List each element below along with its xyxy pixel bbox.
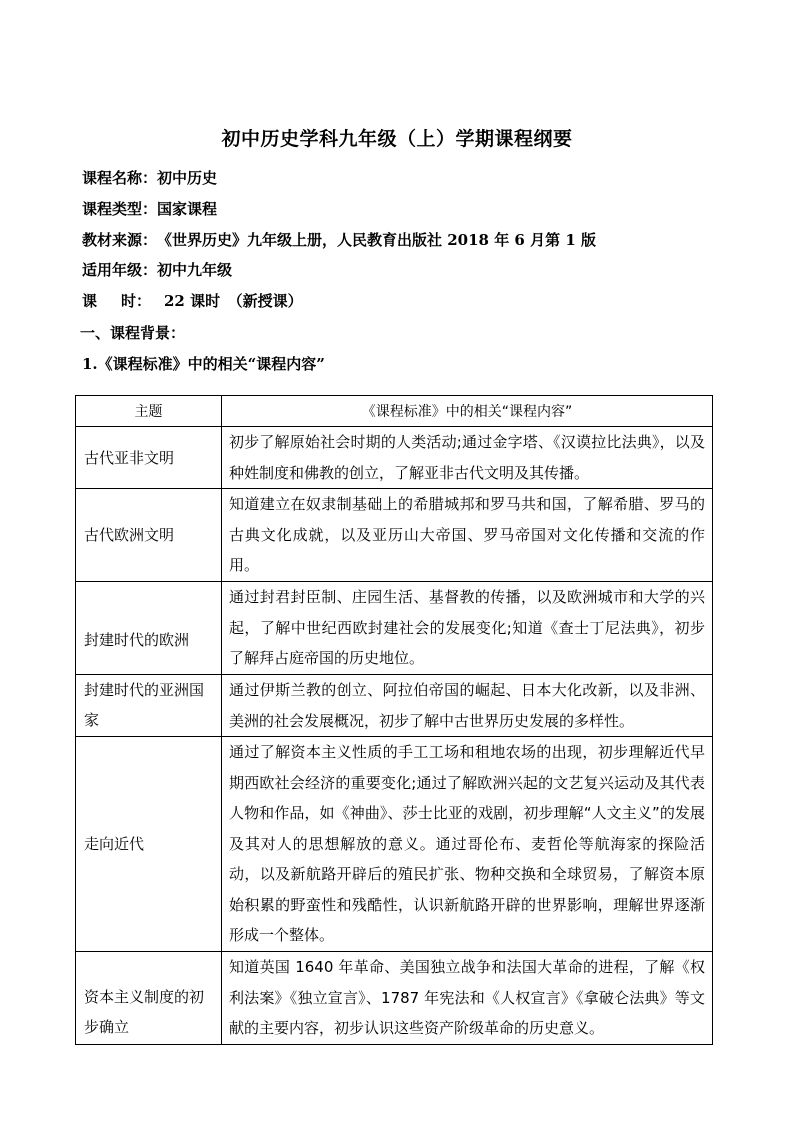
table-row	[76, 952, 713, 1045]
row-content: 知道英国 1640 年革命、美国独立战争和法国大革命的进程，了解《权利法案》《独立宣言》、1787 年宪法和《人权宣言》《拿破仑法典》等文献的主要内容，初步认识这些资产阶级革命的历史意义。	[222, 952, 713, 1045]
table-row	[76, 737, 713, 952]
row-content: 初步了解原始社会时期的人类活动;通过金字塔、《汉谟拉比法典》，以及种姓制度和佛教的创立，了解亚非古代文明及其传播。	[222, 427, 713, 489]
course-type-line	[82, 198, 217, 219]
class-hours-label: 课 时：	[82, 292, 152, 310]
table-header-row	[76, 396, 713, 427]
row-topic: 古代欧洲文明	[76, 489, 222, 582]
course-type-label: 课程类型：	[82, 200, 158, 218]
row-content: 通过了解资本主义性质的手工工场和租地农场的出现，初步理解近代早期西欧社会经济的重要变化;通过了解欧洲兴起的文艺复兴运动及其代表人物和作品，如《神曲》、莎士比亚的戏剧，初步理解“人文主义”的发展及其对人的思想解放的意义。通过哥伦布、麦哲伦等航海家的探险活动，以及新航路开辟后的殖民扩张、物种交换和全球贸易，了解资本原始积累的野蛮性和残酷性，认识新航路开辟的世界影响，理解世界逐渐形成一个整体。	[222, 737, 713, 952]
header-content: 《课程标准》中的相关“课程内容”	[222, 396, 713, 427]
table-row	[76, 489, 713, 582]
table-row	[76, 675, 713, 737]
course-name-line	[82, 167, 217, 188]
grade-line	[82, 259, 232, 280]
class-hours-value: 22 课时 （新授课）	[164, 292, 303, 310]
row-topic: 资本主义制度的初步确立	[76, 952, 222, 1045]
row-topic: 封建时代的亚洲国家	[76, 675, 222, 737]
sub-heading: 1.《课程标准》中的相关“课程内容”	[82, 355, 325, 373]
row-topic: 古代亚非文明	[76, 427, 222, 489]
course-name-label: 课程名称：	[82, 169, 158, 187]
row-content: 通过伊斯兰教的创立、阿拉伯帝国的崛起、日本大化改新，以及非洲、美洲的社会发展概况，初步了解中古世界历史发展的多样性。	[222, 675, 713, 737]
course-type-value: 国家课程	[157, 200, 218, 218]
textbook-source-value: 《世界历史》九年级上册，人民教育出版社 2018 年 6 月第 1 版	[157, 231, 596, 249]
curriculum-table	[75, 395, 713, 1045]
table-row	[76, 427, 713, 489]
row-content: 通过封君封臣制、庄园生活、基督教的传播，以及欧洲城市和大学的兴起，了解中世纪西欧封建社会的发展变化;知道《查士丁尼法典》，初步了解拜占庭帝国的历史地位。	[222, 582, 713, 675]
row-content: 知道建立在奴隶制基础上的希腊城邦和罗马共和国，了解希腊、罗马的古典文化成就，以及亚历山大帝国、罗马帝国对文化传播和交流的作用。	[222, 489, 713, 582]
section-heading: 一、课程背景：	[80, 324, 186, 342]
textbook-source-label: 教材来源：	[82, 231, 158, 249]
class-hours-line	[82, 290, 303, 311]
textbook-source-line	[82, 229, 596, 250]
table-row	[76, 582, 713, 675]
header-topic: 主题	[76, 396, 222, 427]
course-name-value: 初中历史	[157, 169, 218, 187]
row-topic: 封建时代的欧洲	[76, 582, 222, 675]
grade-label: 适用年级：	[82, 261, 158, 279]
grade-value: 初中九年级	[157, 261, 233, 279]
row-topic: 走向近代	[76, 737, 222, 952]
page-title: 初中历史学科九年级（上）学期课程纲要	[221, 128, 573, 150]
